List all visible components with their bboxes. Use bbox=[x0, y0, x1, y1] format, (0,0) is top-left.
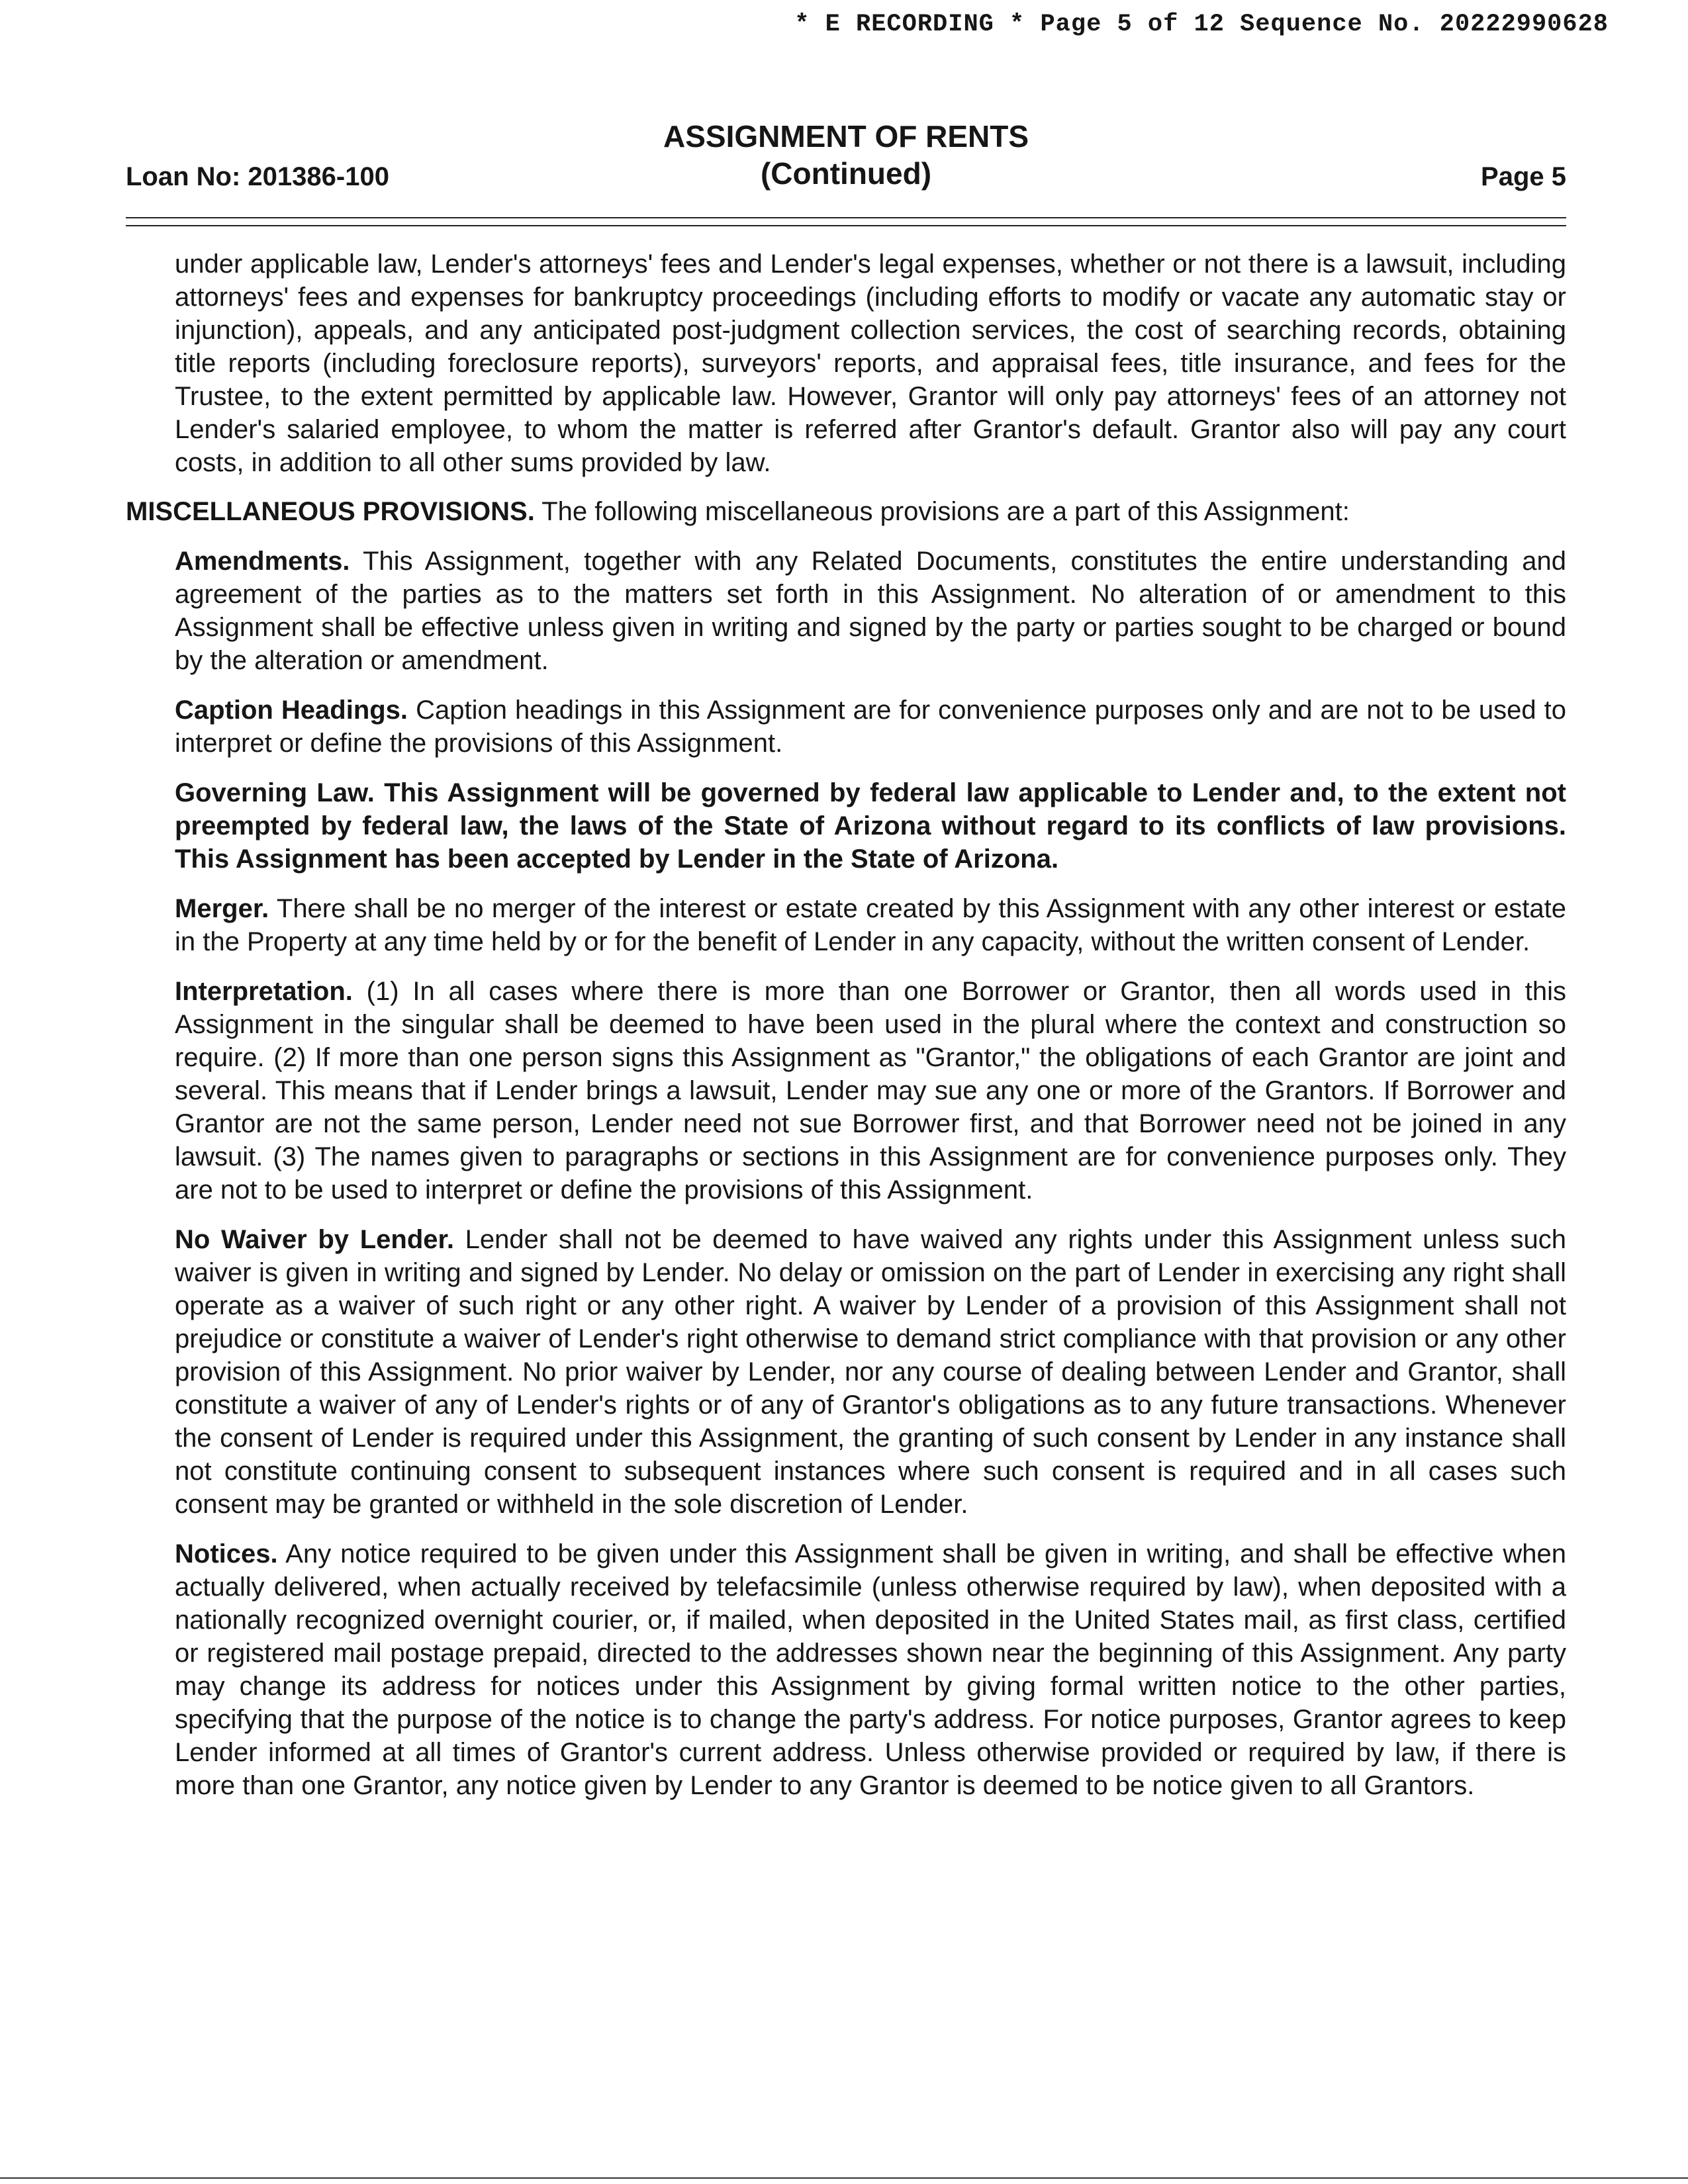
section-text: This Assignment, together with any Related Documents, constitutes the entire understanding and agreement of the parties as to the matters set forth in this Assignment. No alteration of or amendment to this Assignment shall be effective unless given in writing and signed by the party or parties sought to be charged or bound by the alteration or amendment. bbox=[175, 547, 1566, 675]
section-text: Any notice required to be given under this Assignment shall be given in writing, and shall be effective when actually delivered, when actually received by telefacsimile (unless otherwise required by law), when deposited with a nationally recognized overnight courier, or, if mailed, when deposited in the United States mail, as first class, certified or registered mail postage prepaid, directed to the addresses shown near the beginning of this Assignment. Any party may change its address for notices under this Assignment by giving formal written notice to the other parties, specifying that the purpose of the notice is to change the party's address. For notice purposes, Grantor agrees to keep Lender informed at all times of Grantor's current address. Unless otherwise provided or required by law, if there is more than one Grantor, any notice given by Lender to any Grantor is deemed to be notice given to all Grantors. bbox=[175, 1539, 1566, 1800]
header-double-rule bbox=[126, 217, 1566, 226]
footer-rule bbox=[0, 2177, 1688, 2179]
section-amendments bbox=[175, 545, 1566, 677]
document-title: ASSIGNMENT OF RENTS bbox=[663, 119, 1029, 154]
section-text: This Assignment will be governed by federal law applicable to Lender and, to the extent not preempted by federal law, the laws of the State of Arizona without regard to its conflicts of law provisions. This Assignment has been accepted by Lender in the State of Arizona. bbox=[175, 778, 1566, 874]
section-heading: Governing Law. bbox=[175, 778, 375, 807]
section-text: Lender shall not be deemed to have waived any rights under this Assignment unless such waiver is given in writing and signed by Lender. No delay or omission on the part of Lender in exercising any right shall operate as a waiver of such right or any other right. A waiver by Lender of a provision of this Assignment shall not prejudice or constitute a waiver of Lender's right otherwise to demand strict compliance with that provision or any other provision of this Assignment. No prior waiver by Lender, nor any course of dealing between Lender and Grantor, shall constitute a waiver of any of Lender's rights or of any of Grantor's obligations as to any future transactions. Whenever the consent of Lender is required under this Assignment, the granting of such consent by Lender in any instance shall not constitute continuing consent to subsequent instances where such consent is required and in all cases such consent may be granted or withheld in the sole discretion of Lender. bbox=[175, 1225, 1566, 1519]
misc-provisions-heading: MISCELLANEOUS PROVISIONS. bbox=[126, 497, 535, 526]
section-interpretation bbox=[175, 975, 1566, 1206]
page-number: Page 5 bbox=[1481, 162, 1566, 191]
document-subtitle: (Continued) bbox=[760, 156, 932, 191]
loan-number: Loan No: 201386-100 bbox=[126, 162, 389, 191]
document-header bbox=[126, 118, 1566, 197]
section-heading: Merger. bbox=[175, 894, 269, 923]
section-text: (1) In all cases where there is more than one Borrower or Grantor, then all words used in this Assignment in the singular shall be deemed to have been used in the plural where the context and construction so require. (2) If more than one person signs this Assignment as "Grantor," the obligations of each Grantor are joint and several. This means that if Lender brings a lawsuit, Lender may sue any one or more of the Grantors. If Borrower and Grantor are not the same person, Lender need not sue Borrower first, and that Borrower need not be joined in any lawsuit. (3) The names given to paragraphs or sections in this Assignment are for convenience purposes only. They are not to be used to interpret or define the provisions of this Assignment. bbox=[175, 977, 1566, 1205]
misc-provisions-paragraph bbox=[126, 495, 1566, 528]
section-heading: No Waiver by Lender. bbox=[175, 1225, 454, 1254]
section-heading: Amendments. bbox=[175, 547, 350, 576]
section-heading: Caption Headings. bbox=[175, 696, 408, 725]
section-governing-law bbox=[175, 776, 1566, 876]
section-notices bbox=[175, 1537, 1566, 1802]
section-no-waiver bbox=[175, 1223, 1566, 1521]
recording-stamp: * E RECORDING * Page 5 of 12 Sequence No. 20222990628 bbox=[794, 11, 1609, 38]
misc-provisions-intro: The following miscellaneous provisions are a part of this Assignment: bbox=[534, 497, 1350, 526]
section-text: Caption headings in this Assignment are for convenience purposes only and are not to be used to interpret or define the provisions of this Assignment. bbox=[175, 696, 1566, 758]
continued-paragraph: under applicable law, Lender's attorneys' fees and Lender's legal expenses, whether or not there is a lawsuit, including attorneys' fees and expenses for bankruptcy proceedings (including efforts to modify or vacate any automatic stay or injunction), appeals, and any anticipated post-judgment collection services, the cost of searching records, obtaining title reports (including foreclosure reports), surveyors' reports, and appraisal fees, title insurance, and fees for the Trustee, to the extent permitted by applicable law. However, Grantor will only pay attorneys' fees of an attorney not Lender's salaried employee, to whom the matter is referred after Grantor's default. Grantor also will pay any court costs, in addition to all other sums provided by law. bbox=[175, 250, 1566, 477]
section-heading: Interpretation. bbox=[175, 977, 353, 1006]
section-heading: Notices. bbox=[175, 1539, 278, 1569]
document-title-block bbox=[126, 118, 1566, 192]
document-body bbox=[126, 248, 1566, 1802]
section-caption-headings bbox=[175, 694, 1566, 760]
section-text: There shall be no merger of the interest or estate created by this Assignment with any other interest or estate in the Property at any time held by or for the benefit of Lender in any capacity, without the written consent of Lender. bbox=[175, 894, 1566, 956]
section-merger bbox=[175, 892, 1566, 958]
